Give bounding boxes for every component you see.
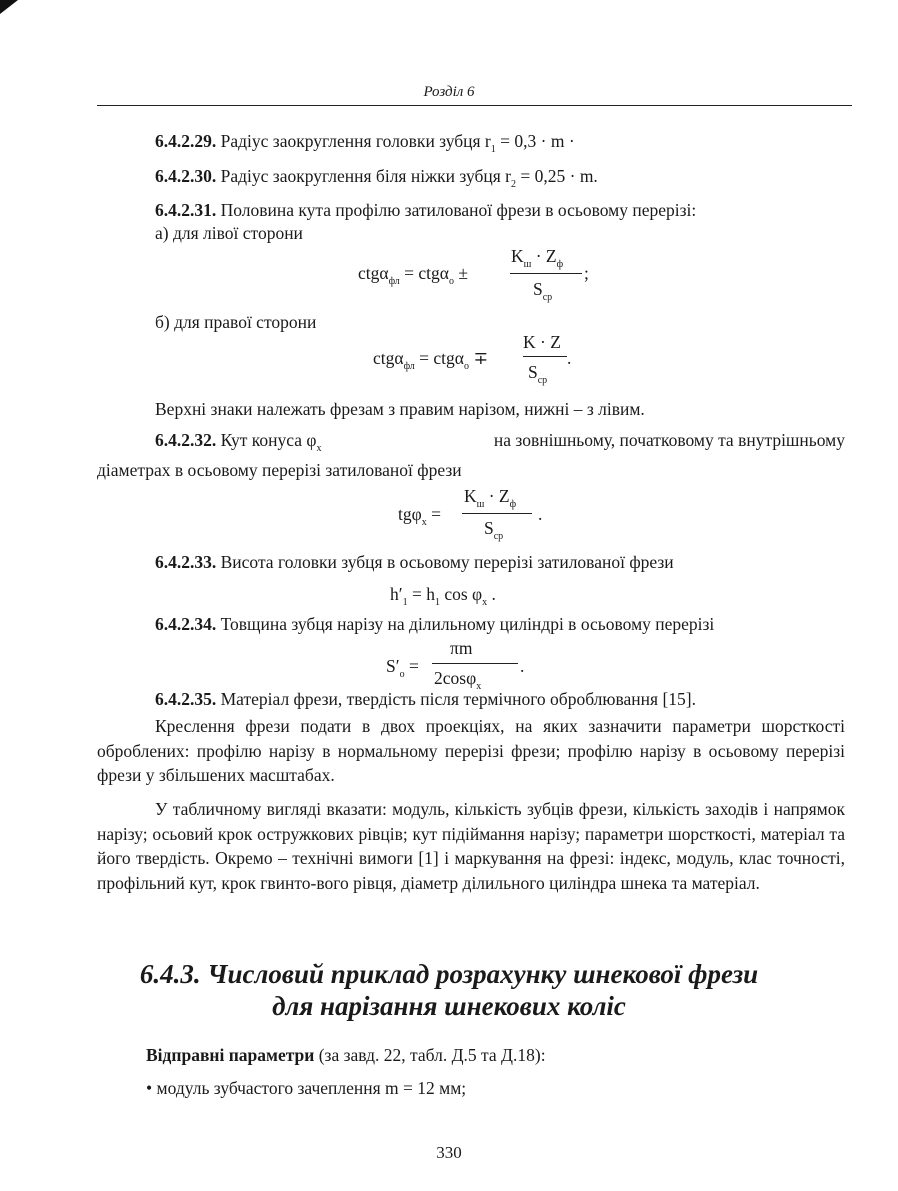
- item-6-4-2-31: 6.4.2.31. Половина кута профілю затилованої фрези в осьовому перерізі:: [155, 200, 697, 220]
- page-number: 330: [436, 1143, 462, 1162]
- formula-ctg-right: ctgα$_{фл}$ = ctgα$_о$ ∓ K · Z $S_{ср}$ .: [373, 332, 572, 386]
- item-6-4-2-29: 6.4.2.29. Радіус заокруглення головки зубця $r_1 = 0,3 \cdot m$ ·: [155, 131, 575, 155]
- header-rule: [97, 105, 852, 106]
- formula-tg-phi: tgφ$_x$ = $K_ш \cdot Z_ф$ $S_{ср}$ .: [398, 486, 543, 542]
- formula-head-height: $h'_1 = h_1$ $\cos \varphi_x$ .: [390, 584, 496, 608]
- item-6-4-2-30: 6.4.2.30. Радіус заокруглення біля ніжки зубця $r_2 = 0,25 \cdot m$.: [155, 166, 598, 190]
- paragraph-table: У табличному вигляді вказати: модуль, кількість зубців фрези, кількість заходів і напрямок нарізу; осьовий крок остружкових рівців; кут підіймання нарізу; параметри шорсткості, матеріал та його твердість. Окремо – технічні вимоги [1] і маркування на фрезі: індекс, модуль, клас точності, профільний кут, крок гвинто-вого рівця, діаметр ділильного циліндра шнека та матеріал.: [97, 799, 845, 893]
- formula-ctg-left: ctgα$_{фл}$ = ctgα$_о$ ± $K_ш \cdot Z_ф$ $S_{ср}$ ;: [358, 246, 589, 303]
- item-6-4-2-35: 6.4.2.35. Матеріал фрези, твердість після термічного оброблювання [15].: [155, 689, 696, 709]
- item-number: 6.4.2.31.: [155, 200, 217, 220]
- item-number: 6.4.2.33.: [155, 552, 217, 572]
- item-6-4-2-31-b: б) для правої сторони: [155, 312, 317, 332]
- running-header: Розділ 6: [423, 84, 475, 100]
- formula-tooth-thickness: $S'_о$ = πm 2cosφ$_x$ .: [386, 638, 525, 692]
- item-number: 6.4.2.32.: [155, 430, 217, 450]
- signs-note: Верхні знаки належать фрезам з правим нарізом, нижні – з лівим.: [155, 399, 645, 419]
- item-6-4-2-32-line2: діаметрах в осьовому перерізі затилованої фрези: [97, 460, 462, 480]
- paragraph-drawing: Креслення фрези подати в двох проекціях, на яких зазначити параметри шорсткості оброблених: профілю нарізу в нормальному перерізі фрези; профілю нарізу в осьовому перерізі фрези у збільшених масштабах.: [97, 716, 845, 785]
- item-6-4-2-32: 6.4.2.32. Кут конуса $\varphi_x$ на зовнішньому, початковому та внутрішньому: [155, 430, 845, 454]
- section-heading-line1: 6.4.3. Числовий приклад розрахунку шнекової фрези: [139, 959, 759, 989]
- params-intro: Відправні параметри (за завд. 22, табл. Д.5 та Д.18):: [146, 1045, 546, 1065]
- bullet-module: • модуль зубчастого зачеплення m = 12 мм;: [146, 1078, 467, 1098]
- item-6-4-2-33: 6.4.2.33. Висота головки зубця в осьовому перерізі затилованої фрези: [155, 552, 674, 572]
- item-number: 6.4.2.29.: [155, 131, 217, 151]
- corner-mark: [0, 0, 18, 14]
- item-6-4-2-34: 6.4.2.34. Товщина зубця нарізу на ділильному циліндрі в осьовому перерізі: [155, 614, 715, 634]
- item-number: 6.4.2.35.: [155, 689, 217, 709]
- item-number: 6.4.2.30.: [155, 166, 217, 186]
- section-heading-line2: для нарізання шнекових коліс: [272, 991, 626, 1021]
- item-6-4-2-31-a: а) для лівої сторони: [155, 223, 303, 243]
- item-number: 6.4.2.34.: [155, 614, 217, 634]
